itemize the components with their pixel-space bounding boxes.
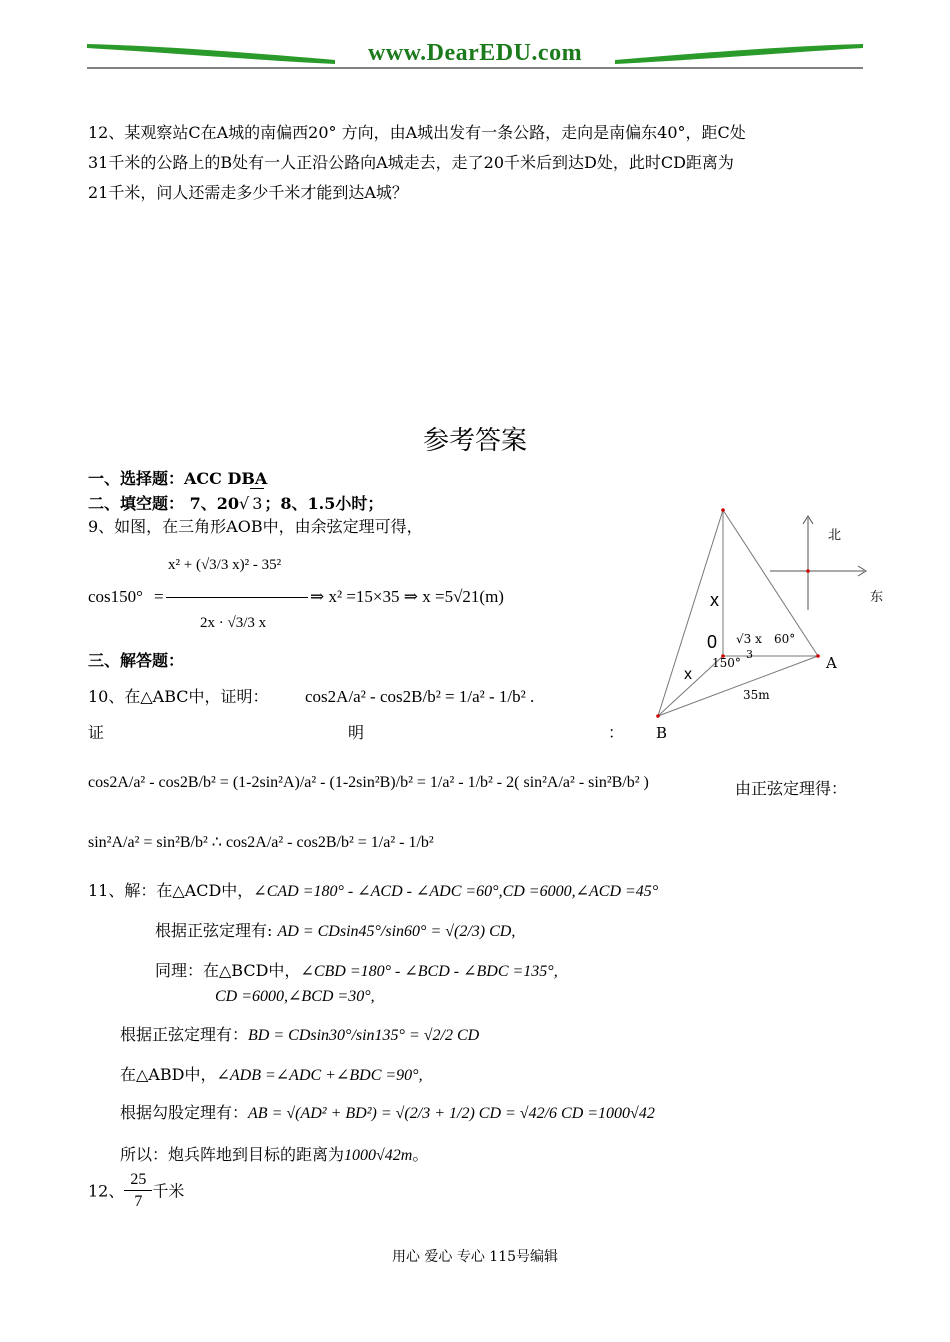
q9-numerator: x² + (√3/3 x)² - 35² <box>168 557 282 573</box>
fill-sqrt: 3 <box>250 488 264 519</box>
vertex-o-label: 0 <box>707 632 718 652</box>
q10-proof-line-3: sin²A/a² = sin²B/b² ∴ cos2A/a² - cos2B/b² = 1/a² - 1/b² <box>88 834 434 851</box>
q11-l3-math: ∠CBD =180° - ∠BCD - ∠BDC =135°, <box>300 963 558 980</box>
fill-part-b: ；8、1.5小时； <box>264 494 384 513</box>
section-fill: 二、填空题： 7、20√ 3 ；8、1.5小时； <box>88 488 383 519</box>
q12-answer <box>88 1170 184 1213</box>
side-x2-label: x <box>684 666 692 683</box>
side-35m-label: 35m <box>743 688 770 702</box>
q10-proof-line-2: cos2A/a² - cos2B/b² = (1-2sin²A)/a² - (1-2sin²B)/b² = 1/a² - 1/b² - 2( sin²A/a² - sin²B/b² ) <box>88 774 649 791</box>
q11-line-1 <box>88 876 658 907</box>
q9-formula: cos150° = x² + (√3/3 x)² - 35² 2x · √3/3 x ⇒ x² =15×35 ⇒ x =5√21(m) <box>88 557 504 631</box>
section-solve: 三、解答题： <box>88 651 185 670</box>
vertex-b-label: B <box>656 724 668 742</box>
q12-numerator: 25 <box>130 1171 147 1188</box>
section-choice: 一、选择题：ACC DBA <box>88 469 268 488</box>
q12-denominator: 7 <box>124 1190 152 1213</box>
q11-l8-math: 1000√42m <box>344 1147 413 1164</box>
triangle-figure <box>640 500 900 750</box>
q11-l1-text: 11、解：在△ACD中， <box>88 881 254 900</box>
fill-part-a: 二、填空题： 7、20 <box>88 494 239 513</box>
q11-line-2 <box>155 916 515 947</box>
q11-l3-text: 同理：在△BCD中， <box>155 961 301 980</box>
q12-line-3: 21千米，问人还需走多少千米才能到达A城？ <box>88 183 408 202</box>
q11-line-6 <box>120 1060 423 1091</box>
q10-intro: 10、在△ABC中，证明： <box>88 687 269 706</box>
q11-l8-text: 所以：炮兵阵地到目标的距离为 <box>120 1145 345 1164</box>
vertex-a-label: A <box>826 654 837 672</box>
q11-l6-math: ∠ADB =∠ADC +∠BDC =90°, <box>216 1067 423 1084</box>
side-sqrt-label: √3 x <box>736 632 762 646</box>
site-logo: www.DearEDU.com <box>367 40 583 66</box>
q12-answer-prefix: 12、 <box>88 1181 125 1201</box>
q11-line-5 <box>120 1020 479 1051</box>
q10-statement: cos2A/a² - cos2B/b² = 1/a² - 1/b² . <box>305 687 535 706</box>
q11-l8-period: 。 <box>412 1145 429 1164</box>
q10-proof-word-1: 证 <box>88 723 105 742</box>
q9-result: ⇒ x² =15×35 ⇒ x =5√21(m) <box>310 587 504 606</box>
answers-title: 参考答案 <box>422 426 527 456</box>
q9-intro: 9、如图，在三角形AOB中，由余弦定理可得， <box>88 517 423 536</box>
north-label: 北 <box>828 528 842 543</box>
q10-proof-word-2: 明 <box>348 723 365 742</box>
q11-l7-text: 根据勾股定理有： <box>120 1103 249 1122</box>
page-footer: 用心 爱心 专心 115号编辑 <box>391 1249 559 1265</box>
q10-proof-tail: 由正弦定理得： <box>735 779 848 798</box>
angle-150-label: 150° <box>712 656 741 670</box>
q11-line-8 <box>120 1140 428 1171</box>
q12-answer-unit: 千米 <box>152 1181 185 1201</box>
angle-60-label: 60° <box>774 632 796 646</box>
header-banner <box>85 30 865 72</box>
q10-proof-word-3: ： <box>608 723 625 742</box>
q11-l5-text: 根据正弦定理有： <box>120 1025 249 1044</box>
side-sqrt-den: 3 <box>746 648 753 661</box>
side-x-label: x <box>710 590 719 610</box>
q11-l2-math: AD = CDsin45°/sin60° = √(2/3) CD, <box>277 923 516 940</box>
q11-l7-math: AB = √(AD² + BD²) = √(2/3 + 1/2) CD = √42/6 CD =1000√42 <box>248 1105 655 1122</box>
q11-l5-math: BD = CDsin30°/sin135° = √2/2 CD <box>248 1027 480 1044</box>
east-label: 东 <box>870 590 884 605</box>
q11-l2-text: 根据正弦定理有: <box>155 921 273 940</box>
q11-line-4: CD =6000,∠BCD =30°, <box>215 988 375 1005</box>
q9-denominator: 2x · √3/3 x <box>200 615 267 631</box>
q12-fraction <box>127 1170 149 1213</box>
q12-line-1: 12、某观察站C在A城的南偏西20° 方向，由A城出发有一条公路，走向是南偏东40°，距C处 <box>88 123 746 142</box>
q9-cos: cos150° <box>88 587 143 606</box>
q12-line-2: 31千米的公路上的B处有一人正沿公路向A城走去，走了20千米后到达D处，此时CD距离为 <box>88 153 734 172</box>
q11-line-7 <box>120 1098 655 1129</box>
q11-l1-math: ∠CAD =180° - ∠ACD - ∠ADC =60°,CD =6000,∠ACD =45° <box>253 883 659 900</box>
triangle-diagram <box>640 500 900 750</box>
q11-l6-text: 在△ABD中， <box>120 1065 217 1084</box>
